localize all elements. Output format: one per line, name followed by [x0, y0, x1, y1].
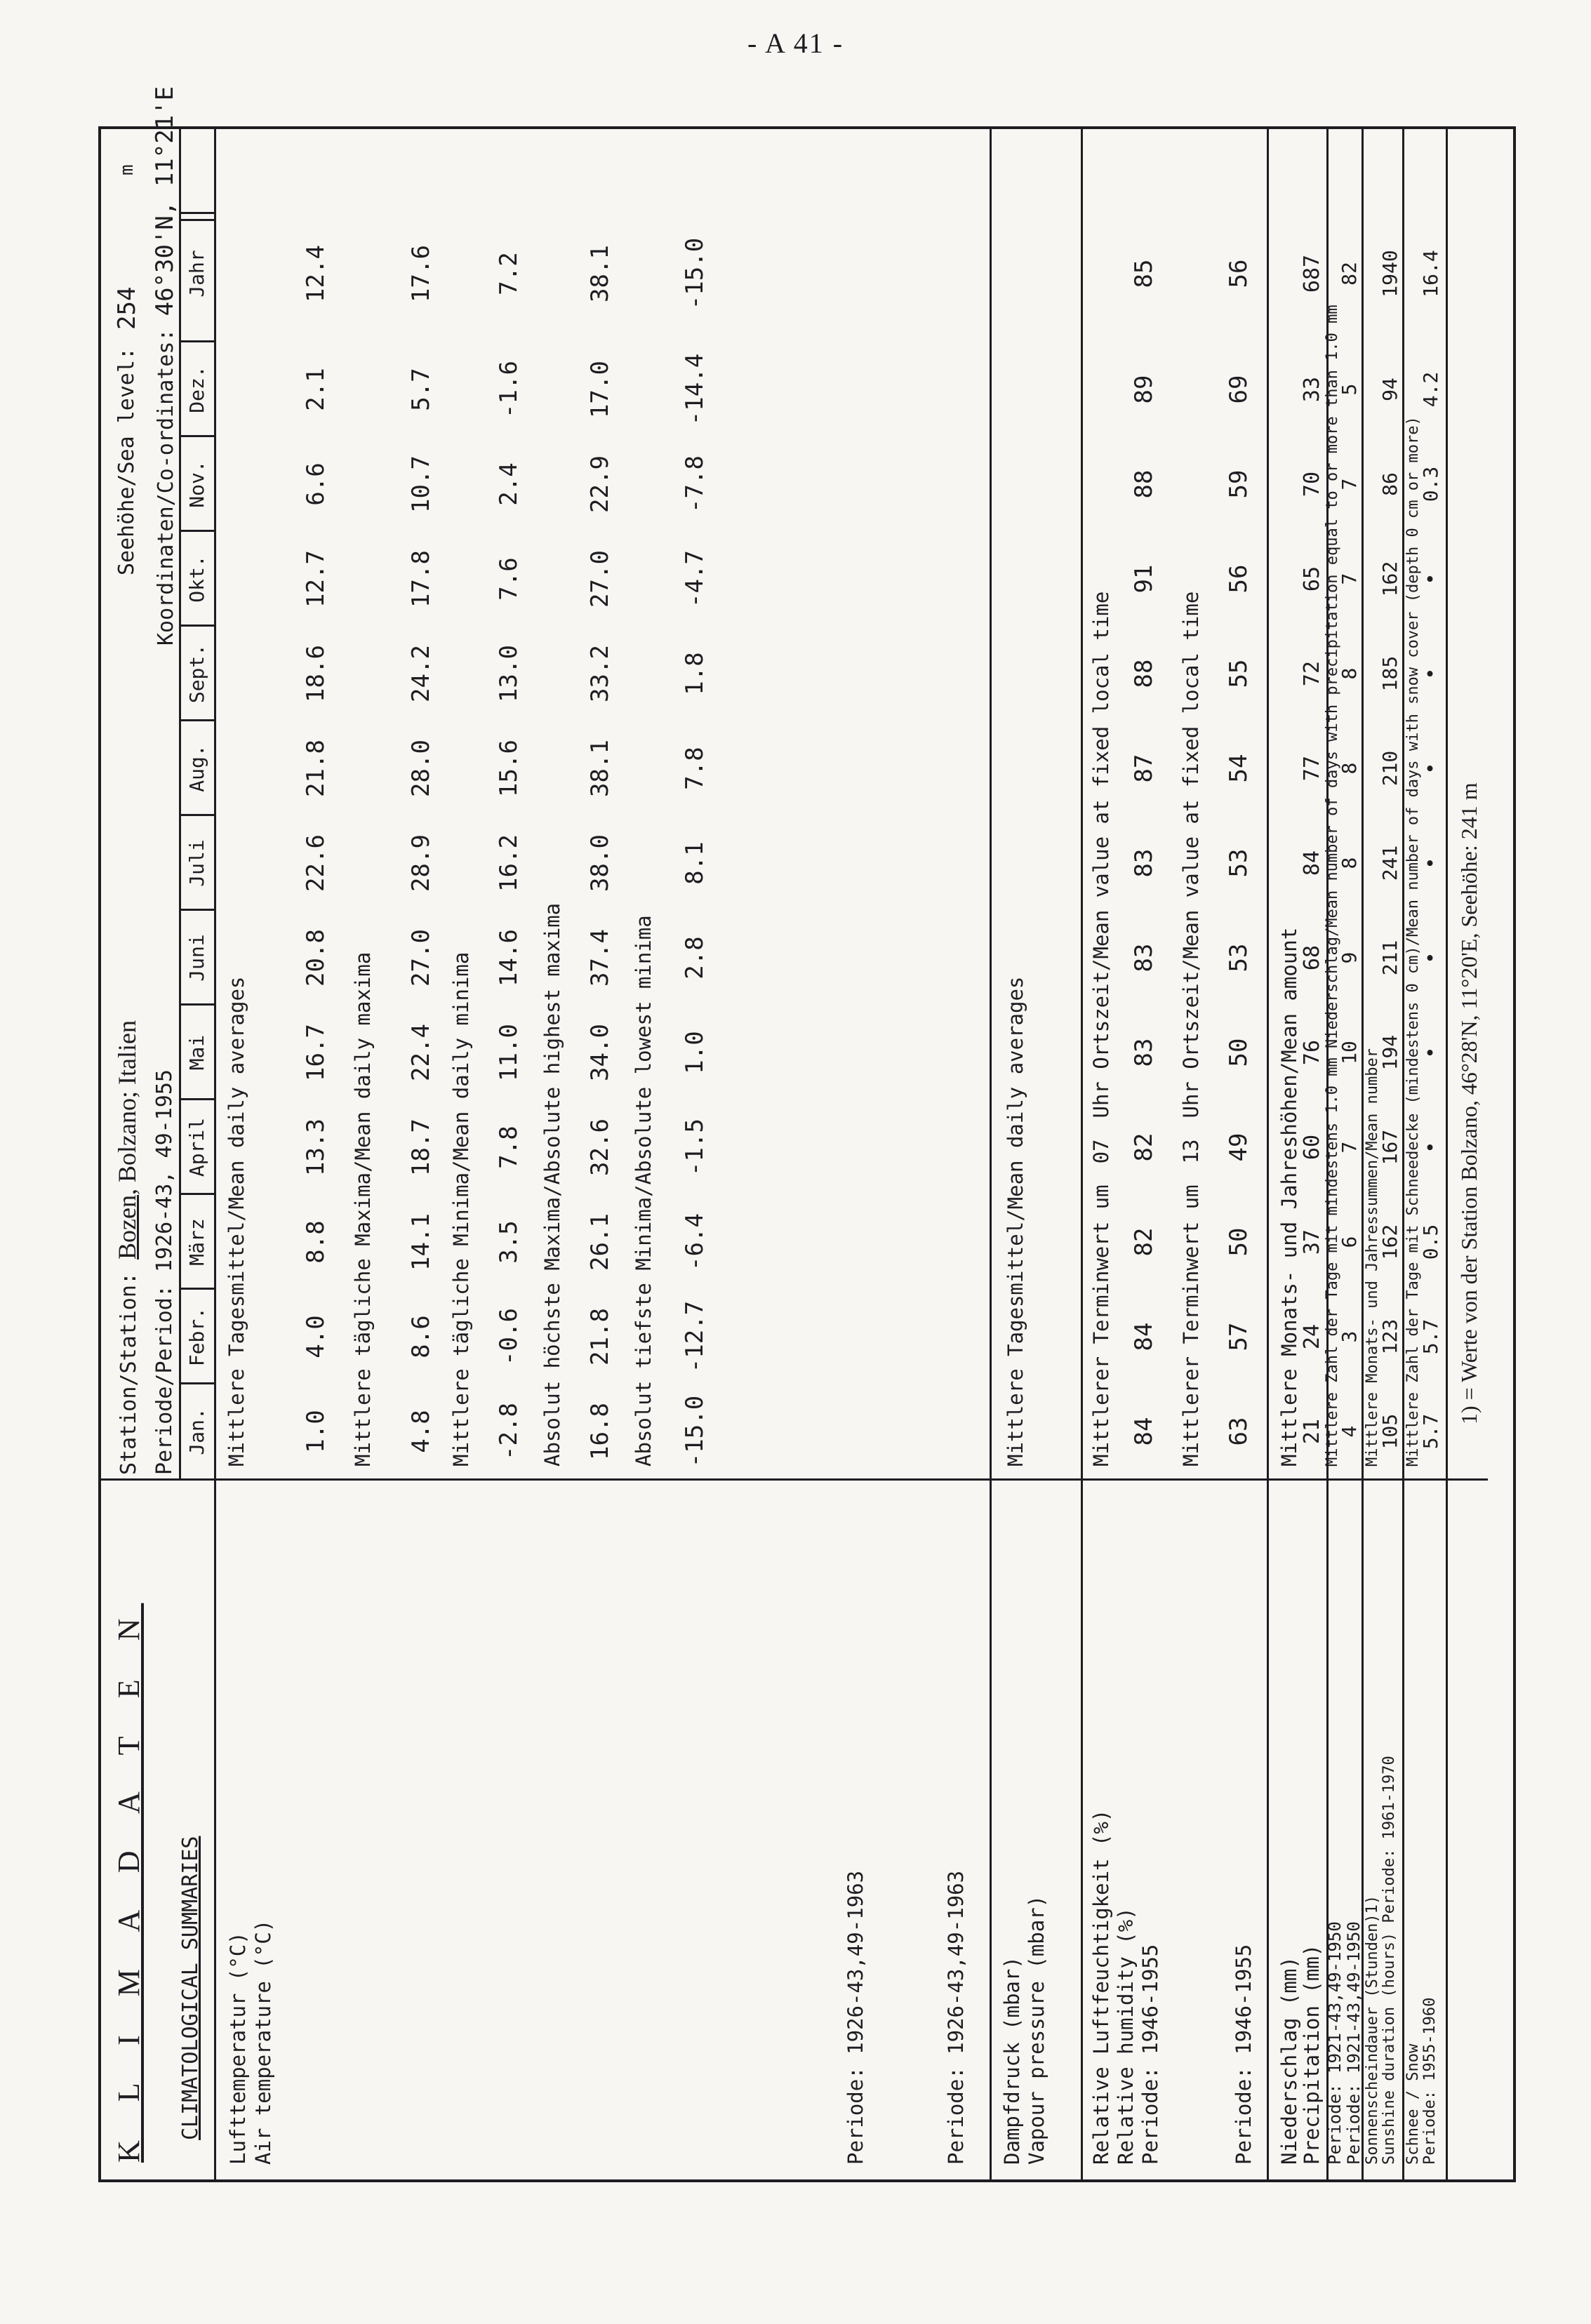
period-value: 1926-43, 49-1955	[152, 1069, 177, 1272]
page-number: - A 41 -	[747, 27, 844, 59]
temp-value: 38.0	[586, 834, 614, 892]
temp-value: 8.1	[681, 841, 709, 885]
period-label: Periode/Period:	[152, 1285, 177, 1475]
humidity-value: 53	[1225, 848, 1253, 878]
precip-label-en: Precipitation (mm)	[1300, 1944, 1324, 2165]
coords-value: 46°30'N, 11°21'E	[151, 86, 179, 316]
sea-level-unit: m	[117, 164, 138, 175]
month-header-10: Okt.	[185, 555, 208, 603]
month-header-12: Dez.	[185, 366, 208, 413]
temp-value: 21.8	[302, 740, 330, 797]
humidity-value: 85	[1130, 259, 1158, 288]
precip-caption-1: Mittlere Monats- und Jahreshöhen/Mean amount	[1277, 927, 1301, 1467]
precip-period-2: Periode: 1921-43,49-1950	[1344, 1921, 1364, 2165]
temp-value: 16.7	[302, 1024, 330, 1081]
month-header-6: Juni	[185, 934, 208, 982]
period-line	[152, 1069, 178, 1475]
precip-days-value: 5	[1338, 383, 1361, 396]
temp-value: 12.4	[302, 245, 330, 302]
temp-value: 38.1	[586, 245, 614, 302]
temp-value: 2.1	[302, 368, 330, 411]
temp-value: 3.5	[495, 1220, 523, 1264]
temp-value: 7.8	[681, 747, 709, 790]
snow-period: Periode: 1955-1960	[1421, 1997, 1439, 2165]
precip-days-value: 9	[1338, 951, 1361, 964]
month-header-11: Nov.	[185, 460, 208, 508]
temp-value: -1.5	[681, 1118, 709, 1176]
temp-value: -0.6	[495, 1308, 523, 1365]
humidity-value: 91	[1130, 564, 1158, 594]
station-label: Station/Station:	[117, 1272, 141, 1475]
sunshine-value: 210	[1378, 750, 1402, 787]
precip-value: 77	[1300, 755, 1324, 782]
climate-table	[98, 86, 1516, 2182]
temp-caption-3: Mittlere tägliche Minima/Mean daily minima	[449, 951, 473, 1467]
humidity-value: 83	[1130, 1038, 1158, 1067]
humidity-value: 88	[1130, 469, 1158, 499]
temp-value: -1.6	[495, 361, 523, 418]
temp-value: 13.3	[302, 1118, 330, 1176]
snow-value: •	[1419, 1141, 1442, 1154]
temp-value: 8.8	[302, 1220, 330, 1264]
temp-value: 22.9	[586, 455, 614, 513]
temp-value: 10.7	[407, 455, 435, 513]
temp-value: 7.8	[495, 1126, 523, 1169]
snow-label: Schnee / Snow	[1404, 2043, 1422, 2165]
precip-value: 65	[1300, 566, 1324, 592]
sea-level-line	[114, 347, 140, 575]
snow-value: •	[1419, 857, 1442, 869]
temp-value: -12.7	[681, 1300, 709, 1373]
month-header-7: Juli	[185, 839, 208, 887]
temp-value: 7.6	[495, 557, 523, 601]
precip-days-value: 6	[1338, 1236, 1361, 1248]
precip-value: 76	[1300, 1039, 1324, 1066]
humidity-period-2: Periode: 1946-1955	[1232, 1944, 1256, 2165]
precip-days-value: 10	[1338, 1041, 1361, 1064]
temp-value: 18.6	[302, 645, 330, 702]
temp-value: 24.2	[407, 645, 435, 702]
humidity-value: 82	[1130, 1227, 1158, 1257]
humidity-value: 82	[1130, 1133, 1158, 1162]
month-divider	[179, 219, 214, 221]
humidity-value: 69	[1225, 375, 1253, 404]
temp-value: 8.6	[407, 1315, 435, 1358]
temp-value: 16.8	[586, 1403, 614, 1460]
temp-value: 27.0	[586, 550, 614, 608]
precip-value: 21	[1300, 1418, 1324, 1445]
temp-value: 37.4	[586, 929, 614, 987]
temp-value: 20.8	[302, 929, 330, 987]
temp-caption-5: Absolut tiefste Minima/Absolute lowest minima	[632, 915, 655, 1467]
snow-value: •	[1419, 573, 1442, 585]
temp-value: 14.1	[407, 1213, 435, 1271]
footnote: 1) = Werte von der Station Bolzano, 46°28'N, 11°20'E, Seehöhe: 241 m	[1456, 782, 1482, 1424]
sunshine-value: 211	[1378, 940, 1402, 976]
sunshine-label-de: Sonnenscheindauer (Stunden)1)	[1364, 1895, 1381, 2165]
precip-period-1: Periode: 1921-43,49-1950	[1325, 1921, 1345, 2165]
temp-value: -6.4	[681, 1213, 709, 1271]
humidity-caption-2: Mittlerer Terminwert um 13 Uhr Ortszeit/Mean value at fixed local time	[1179, 591, 1203, 1467]
station-line	[114, 1020, 142, 1475]
temp-label-en: Air temperature (°C)	[251, 1919, 275, 2165]
temp-value: 2.4	[495, 462, 523, 506]
humidity-value: 50	[1225, 1038, 1253, 1067]
temp-value: -15.0	[681, 1395, 709, 1468]
sunshine-value: 1940	[1378, 250, 1402, 298]
precip-label-de: Niederschlag (mm)	[1277, 1956, 1301, 2165]
sunshine-value: 105	[1378, 1413, 1402, 1450]
month-header-5: Mai	[185, 1034, 208, 1071]
temp-value: 27.0	[407, 929, 435, 987]
precip-value: 84	[1300, 850, 1324, 876]
temp-caption-1: Mittlere Tagesmittel/Mean daily averages	[225, 976, 248, 1467]
precip-days-caption: Mittlere Zahl der Tage mit mindestens 1.0 mm Niederschlag/Mean number of days with precipitation equal to or more than 1.0 mm	[1324, 305, 1341, 1467]
temp-value: 2.8	[681, 936, 709, 980]
snow-value: •	[1419, 951, 1442, 964]
temp-value: -4.7	[681, 550, 709, 608]
snow-value: 0.5	[1419, 1224, 1442, 1260]
humidity-value: 50	[1225, 1227, 1253, 1257]
temp-value: -15.0	[681, 237, 709, 310]
coords-line	[152, 86, 180, 646]
precip-value: 72	[1300, 660, 1324, 687]
temp-period-2: Periode: 1926-43,49-1963	[944, 1870, 968, 2165]
temp-value: 1.0	[302, 1410, 330, 1453]
precip-days-value: 4	[1338, 1425, 1361, 1438]
snow-value: •	[1419, 762, 1442, 775]
month-header-4: April	[185, 1117, 208, 1177]
humidity-value: 54	[1225, 754, 1253, 783]
humidity-label-de: Relative Luftfeuchtigkeit (%)	[1089, 1809, 1113, 2165]
snow-value: 4.2	[1419, 371, 1442, 408]
humidity-value: 89	[1130, 375, 1158, 404]
snow-value: 0.3	[1419, 466, 1442, 502]
temp-value: 6.6	[302, 462, 330, 506]
humidity-value: 84	[1130, 1322, 1158, 1351]
sunshine-value: 162	[1378, 561, 1402, 597]
temp-value: 14.6	[495, 929, 523, 987]
temp-value: 38.1	[586, 740, 614, 797]
humidity-caption-1: Mittlerer Terminwert um 07 Uhr Ortszeit/Mean value at fixed local time	[1089, 591, 1113, 1467]
table-title: K L I M A D A T E N	[112, 1603, 146, 2163]
temp-value: 28.9	[407, 834, 435, 892]
month-header-9: Sept.	[185, 643, 208, 704]
snow-caption: Mittlere Zahl der Tage mit Schneedecke (mindestens 0 cm)/Mean number of days with snow cover (depth 0 cm or more)	[1404, 416, 1422, 1467]
temp-caption-2: Mittlere tägliche Maxima/Mean daily maxima	[351, 951, 375, 1467]
snow-value: 5.7	[1419, 1318, 1442, 1355]
humidity-value: 63	[1225, 1417, 1253, 1446]
precip-days-value: 7	[1338, 478, 1361, 490]
month-header-2: Febr.	[185, 1307, 208, 1367]
temp-label-de: Lufttemperatur (°C)	[226, 1932, 250, 2165]
temp-value: -7.8	[681, 455, 709, 513]
humidity-value: 83	[1130, 848, 1158, 878]
sea-level-label: Seehöhe/Sea level:	[114, 347, 139, 575]
temp-value: -2.8	[495, 1403, 523, 1460]
precip-value: 24	[1300, 1323, 1324, 1350]
precip-days-value: 8	[1338, 857, 1361, 869]
temp-value: 1.8	[681, 652, 709, 695]
temp-value: 34.0	[586, 1024, 614, 1081]
temp-caption-4: Absolut höchste Maxima/Absolute highest maxima	[540, 902, 564, 1467]
sunshine-caption: Mittlere Monats- und Jahressummen/Mean number	[1364, 1048, 1381, 1467]
humidity-value: 56	[1225, 564, 1253, 594]
precip-value: 60	[1300, 1134, 1324, 1161]
humidity-value: 88	[1130, 659, 1158, 688]
sunshine-label-en: Sunshine duration (hours) Periode: 1961-1970	[1380, 1756, 1398, 2165]
table-subtitle: CLIMATOLOGICAL SUMMARIES	[178, 1836, 203, 2140]
station-name-underlined: Bozen	[113, 1194, 141, 1260]
humidity-value: 55	[1225, 659, 1253, 688]
precip-value: 33	[1300, 376, 1324, 403]
precip-value: 37	[1300, 1229, 1324, 1255]
precip-days-value: 82	[1338, 262, 1361, 286]
snow-value: •	[1419, 667, 1442, 680]
humidity-value: 57	[1225, 1322, 1253, 1351]
humidity-value: 59	[1225, 469, 1253, 499]
humidity-value: 53	[1225, 943, 1253, 973]
month-header-8: Aug.	[185, 744, 208, 792]
temp-value: 33.2	[586, 645, 614, 702]
temp-value: 18.7	[407, 1118, 435, 1176]
precip-value: 70	[1300, 471, 1324, 497]
humidity-value: 83	[1130, 943, 1158, 973]
temp-period-1: Periode: 1926-43,49-1963	[844, 1870, 867, 2165]
sunshine-value: 94	[1378, 378, 1402, 401]
temp-value: 11.0	[495, 1024, 523, 1081]
temp-value: 1.0	[681, 1031, 709, 1074]
humidity-period-1: Periode: 1946-1955	[1138, 1944, 1162, 2165]
temp-value: 26.1	[586, 1213, 614, 1271]
temp-value: 32.6	[586, 1118, 614, 1176]
precip-days-value: 7	[1338, 573, 1361, 585]
vapour-caption: Mittlere Tagesmittel/Mean daily averages	[1004, 976, 1027, 1467]
humidity-value: 49	[1225, 1133, 1253, 1162]
temp-value: 21.8	[586, 1308, 614, 1365]
sunshine-value: 162	[1378, 1224, 1402, 1260]
precip-days-value: 8	[1338, 762, 1361, 775]
sea-level-value: 254	[113, 286, 141, 330]
snow-value: 16.4	[1419, 250, 1442, 298]
temp-value: 28.0	[407, 740, 435, 797]
temp-value: 16.2	[495, 834, 523, 892]
temp-value: 15.6	[495, 740, 523, 797]
temp-value: 22.6	[302, 834, 330, 892]
precip-value: 687	[1300, 254, 1324, 293]
temp-value: 17.0	[586, 361, 614, 418]
precip-days-value: 8	[1338, 667, 1361, 680]
sunshine-value: 185	[1378, 655, 1402, 692]
temp-value: 22.4	[407, 1024, 435, 1081]
vapour-label-en: Vapour pressure (mbar)	[1025, 1895, 1049, 2165]
sunshine-value: 241	[1378, 845, 1402, 881]
coords-label: Koordinaten/Co-ordinates:	[154, 328, 178, 646]
station-name-rest: , Bolzano; Italien	[113, 1020, 141, 1195]
temp-value: 12.7	[302, 550, 330, 608]
sunshine-value: 194	[1378, 1034, 1402, 1071]
temp-value: 4.0	[302, 1315, 330, 1358]
temp-value: 17.6	[407, 245, 435, 302]
humidity-value: 87	[1130, 754, 1158, 783]
snow-value: •	[1419, 1046, 1442, 1059]
sunshine-value: 167	[1378, 1129, 1402, 1166]
temp-value: 17.8	[407, 550, 435, 608]
month-header-1: Jan.	[185, 1408, 208, 1455]
precip-days-value: 7	[1338, 1141, 1361, 1154]
month-header-13: Jahr	[185, 250, 208, 298]
temp-value: 4.8	[407, 1410, 435, 1453]
precip-days-value: 3	[1338, 1330, 1361, 1343]
month-header-3: März	[185, 1218, 208, 1266]
temp-value: -14.4	[681, 353, 709, 426]
temp-value: 13.0	[495, 645, 523, 702]
temp-value: 7.2	[495, 252, 523, 295]
sunshine-value: 86	[1378, 472, 1402, 496]
precip-value: 68	[1300, 944, 1324, 971]
sunshine-value: 123	[1378, 1318, 1402, 1355]
vapour-label-de: Dampfdruck (mbar)	[1000, 1956, 1024, 2165]
humidity-value: 56	[1225, 259, 1253, 288]
snow-value: 5.7	[1419, 1413, 1442, 1450]
temp-value: 5.7	[407, 368, 435, 411]
humidity-value: 84	[1130, 1417, 1158, 1446]
humidity-label-en: Relative humidity (%)	[1114, 1907, 1138, 2165]
